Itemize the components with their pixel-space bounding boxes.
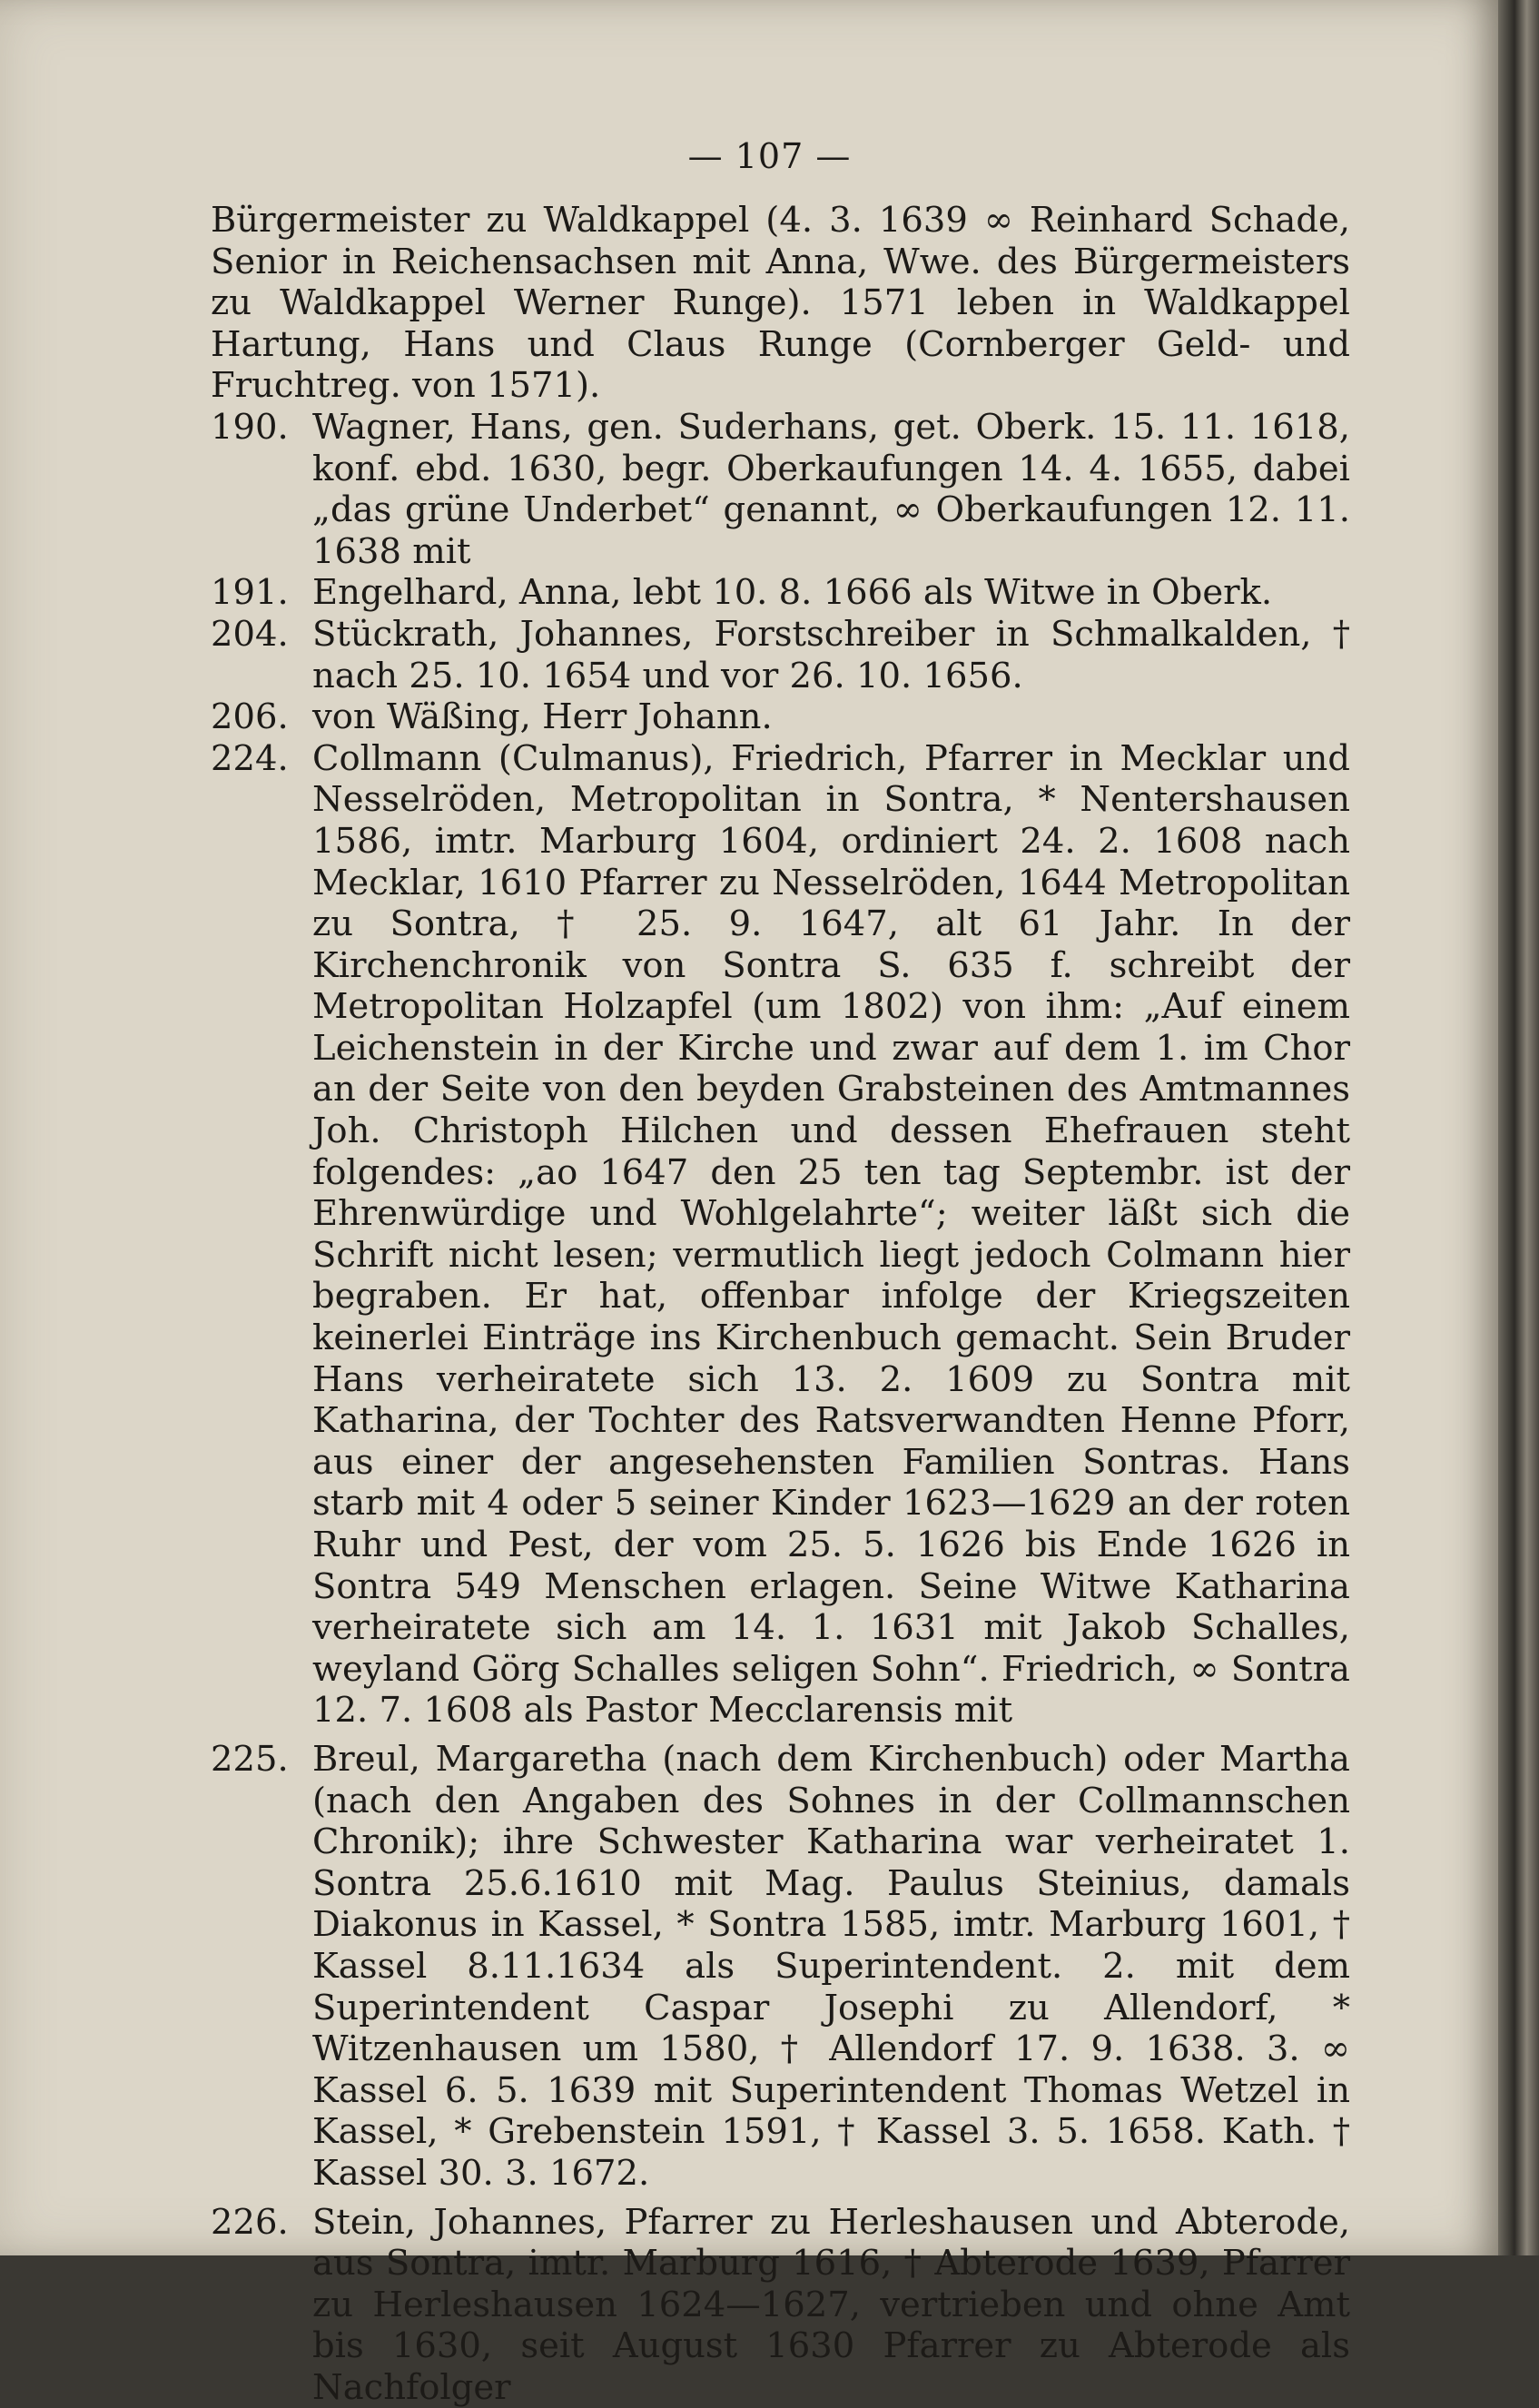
entry-text: Stein, Johannes, Pfarrer zu Herleshausen und Abterode, aus Sontra, imtr. Marburg 1616, † Abterode 1639, Pfarrer zu Herleshausen 1624—1627, vertrieben und ohne Amt bis 1630, seit August 1630 Pfarrer zu Abterode als Nachfolger [312,2202,1350,2408]
entry-text: Engelhard, Anna, lebt 10. 8. 1666 als Witwe in Oberk. [312,572,1350,614]
entry-text: Wagner, Hans, gen. Suderhans, get. Oberk. 15. 11. 1618, konf. ebd. 1630, begr. Oberkaufungen 14. 4. 1655, dabei „das grüne Underbet“ genannt, ∞ Oberkaufungen 12. 11. 1638 mit [312,407,1350,572]
entry-number: 204. [211,614,300,656]
entry-206 [211,696,1350,738]
page-number-header: — 107 — [0,136,1539,176]
entry-number: 225. [211,1739,300,1781]
intro-paragraph: Bürgermeister zu Waldkappel (4. 3. 1639 ∞ Reinhard Schade, Senior in Reichensachsen mit Anna, Wwe. des Bürgermeisters zu Waldkappel Werner Runge). 1571 leben in Waldkappel Hartung, Hans und Claus Runge (Cornberger Geld- und Fruchtreg. von 1571). [211,200,1350,407]
page-text-block [211,200,1350,2408]
entry-text: von Wäßing, Herr Johann. [312,696,1350,738]
entry-text: Collmann (Culmanus), Friedrich, Pfarrer in Mecklar und Nesselröden, Metropolitan in Sontra, * Nentershausen 1586, imtr. Marburg 1604, ordiniert 24. 2. 1608 nach Mecklar, 1610 Pfarrer zu Nesselröden, 1644 Metropolitan zu Sontra, † 25. 9. 1647, alt 61 Jahr. In der Kirchenchronik von Sontra S. 635 f. schreibt der Metropolitan Holzapfel (um 1802) von ihm: „Auf einem Leichenstein in der Kirche und zwar auf dem 1. im Chor an der Seite von den beyden Grabsteinen des Amtmannes Joh. Christoph Hilchen und dessen Ehefrauen steht folgendes: „ao 1647 den 25 ten tag Septembr. ist der Ehrenwürdige und Wohlgelahrte“; weiter läßt sich die Schrift nicht lesen; vermutlich liegt jedoch Colmann hier begraben. Er hat, offenbar infolge der Kriegszeiten keinerlei Einträge ins Kirchenbuch gemacht. Sein Bruder Hans verheiratete sich 13. 2. 1609 zu Sontra mit Katharina, der Tochter des Ratsverwandten Henne Pforr, aus einer der angesehensten Familien Sontras. Hans starb mit 4 oder 5 seiner Kinder 1623—1629 an der roten Ruhr und Pest, der vom 25. 5. 1626 bis Ende 1626 in Sontra 549 Menschen erlagen. Seine Witwe Katharina verheiratete sich am 14. 1. 1631 mit Jakob Schalles, weyland Görg Schalles seligen Sohn“. Friedrich, ∞ Sontra 12. 7. 1608 als Pastor Mecclarensis mit [312,738,1350,1732]
entry-number: 226. [211,2202,300,2244]
entry-226 [211,2202,1350,2408]
entry-225 [211,1739,1350,2195]
entry-224 [211,738,1350,1732]
book-spine-edge [1498,0,1539,2255]
entry-191 [211,572,1350,614]
entry-text: Breul, Margaretha (nach dem Kirchenbuch) oder Martha (nach den Angaben des Sohnes in der Collmannschen Chronik); ihre Schwester Katharina war verheiratet 1. Sontra 25.6.1610 mit Mag. Paulus Steinius, damals Diakonus in Kassel, * Sontra 1585, imtr. Marburg 1601, † Kassel 8.11.1634 als Superintendent. 2. mit dem Superintendent Caspar Josephi zu Allendorf, * Witzenhausen um 1580, † Allendorf 17. 9. 1638. 3. ∞ Kassel 6. 5. 1639 mit Superintendent Thomas Wetzel in Kassel, * Grebenstein 1591, † Kassel 3. 5. 1658. Kath. † Kassel 30. 3. 1672. [312,1739,1350,2195]
entry-text: Stückrath, Johannes, Forstschreiber in Schmalkalden, † nach 25. 10. 1654 und vor 26. 10. 1656. [312,614,1350,696]
entry-190 [211,407,1350,572]
entry-number: 206. [211,696,300,738]
entry-number: 224. [211,738,300,780]
entry-number: 191. [211,572,300,614]
entry-number: 190. [211,407,300,449]
entry-204 [211,614,1350,696]
